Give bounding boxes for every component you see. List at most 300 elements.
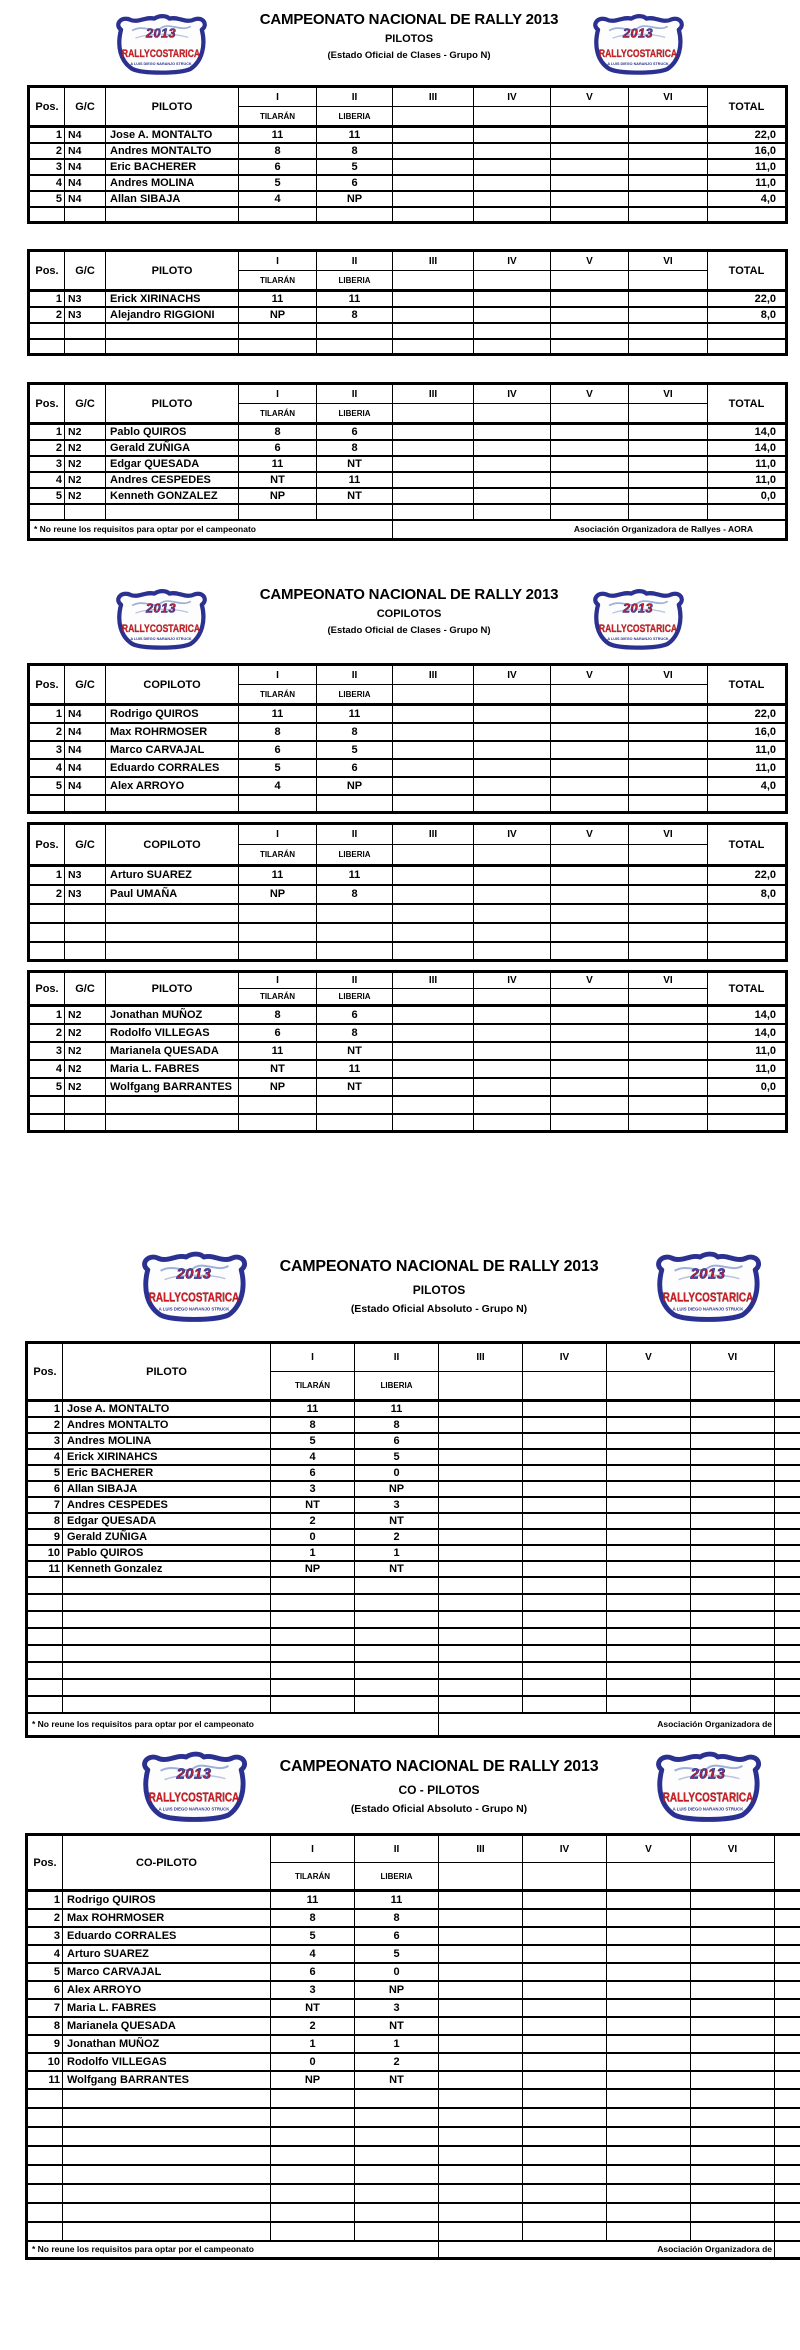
- score-cell: [474, 1024, 551, 1042]
- score-cell: [439, 2017, 523, 2035]
- score-cell: 2: [355, 2053, 439, 2071]
- score-cell: 8: [355, 1417, 439, 1433]
- footnote-left: * No reune los requisitos para optar por el campeonato: [29, 520, 393, 540]
- round-header: VI: [629, 87, 708, 107]
- empty-cell: [607, 1679, 691, 1696]
- empty-cell: [106, 339, 239, 355]
- score-cell: [607, 1449, 691, 1465]
- empty-cell: [63, 2108, 271, 2127]
- score-cell: [691, 1981, 775, 1999]
- venue-header: [691, 1372, 775, 1401]
- driver-name-cell: Allan SIBAJA: [106, 191, 239, 207]
- total-header: [775, 1835, 800, 1891]
- empty-cell: [607, 1611, 691, 1628]
- pos-cell: 3: [27, 1433, 63, 1449]
- footnote-spacer: [775, 1713, 800, 1737]
- score-cell: [607, 1401, 691, 1417]
- driver-name-cell: Arturo SUAREZ: [106, 866, 239, 885]
- empty-cell: [271, 1611, 355, 1628]
- venue-header: LIBERIA: [317, 404, 393, 424]
- score-cell: [439, 1945, 523, 1963]
- score-cell: [523, 1417, 607, 1433]
- empty-cell: [63, 2089, 271, 2108]
- empty-cell: [607, 1662, 691, 1679]
- result-row: [29, 1024, 787, 1042]
- empty-cell: [439, 1679, 523, 1696]
- score-cell: [607, 1481, 691, 1497]
- empty-cell: [106, 795, 239, 813]
- result-row: [27, 1465, 800, 1481]
- pos-cell: 1: [29, 866, 65, 885]
- pos-header: Pos.: [29, 251, 65, 291]
- total-cell: [775, 2053, 800, 2071]
- score-cell: [607, 2053, 691, 2071]
- pos-cell: 3: [27, 1927, 63, 1945]
- score-cell: 8: [239, 723, 317, 741]
- empty-cell: [393, 923, 474, 942]
- score-cell: NT: [355, 2017, 439, 2035]
- score-cell: 5: [239, 175, 317, 191]
- total-cell: [775, 1401, 800, 1417]
- score-cell: [523, 1433, 607, 1449]
- pos-header: Pos.: [27, 1835, 63, 1891]
- round-header: IV: [474, 87, 551, 107]
- empty-cell: [355, 1577, 439, 1594]
- empty-cell: [691, 2108, 775, 2127]
- driver-name-cell: Paul UMAÑA: [106, 885, 239, 904]
- round-header: VI: [629, 384, 708, 404]
- driver-name-cell: Gerald ZUÑIGA: [63, 1529, 271, 1545]
- empty-cell: [607, 2146, 691, 2165]
- score-cell: [474, 1006, 551, 1024]
- score-cell: [439, 1449, 523, 1465]
- result-row: [29, 472, 787, 488]
- empty-cell: [691, 1662, 775, 1679]
- score-cell: [607, 1545, 691, 1561]
- score-cell: [439, 2053, 523, 2071]
- result-row: [29, 159, 787, 175]
- empty-cell: [551, 904, 629, 923]
- score-cell: 3: [355, 1999, 439, 2017]
- score-cell: [551, 307, 629, 323]
- score-cell: [474, 440, 551, 456]
- score-cell: 8: [355, 1909, 439, 1927]
- venue-header: TILARÁN: [239, 989, 317, 1006]
- driver-name-cell: Pablo QUIROS: [106, 424, 239, 440]
- pos-header: Pos.: [29, 824, 65, 866]
- result-row: [27, 1999, 800, 2017]
- total-header: TOTAL: [708, 824, 787, 866]
- empty-cell: [523, 2146, 607, 2165]
- empty-cell: [355, 1696, 439, 1713]
- score-cell: 8: [317, 885, 393, 904]
- score-cell: [629, 175, 708, 191]
- empty-cell: [629, 923, 708, 942]
- total-cell: [775, 1963, 800, 1981]
- score-cell: [439, 2035, 523, 2053]
- empty-cell: [106, 1114, 239, 1132]
- empty-cell: [607, 1577, 691, 1594]
- total-cell: 11,0: [708, 472, 787, 488]
- score-cell: [551, 488, 629, 504]
- score-cell: NT: [271, 1497, 355, 1513]
- gc-header: G/C: [65, 384, 106, 424]
- standings-table: [27, 822, 788, 962]
- round-header: II: [317, 972, 393, 989]
- score-cell: [551, 472, 629, 488]
- round-header: III: [393, 384, 474, 404]
- driver-name-cell: Arturo SUAREZ: [63, 1945, 271, 1963]
- score-cell: [393, 1060, 474, 1078]
- gc-cell: N4: [65, 723, 106, 741]
- score-cell: [393, 307, 474, 323]
- score-cell: [629, 1078, 708, 1096]
- empty-cell: [607, 1696, 691, 1713]
- empty-cell: [355, 1594, 439, 1611]
- round-header: III: [393, 665, 474, 685]
- score-cell: [551, 741, 629, 759]
- score-cell: [523, 1999, 607, 2017]
- pos-cell: 10: [27, 2053, 63, 2071]
- score-cell: [551, 127, 629, 143]
- score-cell: 1: [355, 2035, 439, 2053]
- pos-cell: 5: [29, 1078, 65, 1096]
- standings-table: [25, 1833, 800, 2260]
- driver-name-cell: Rodrigo QUIROS: [106, 705, 239, 723]
- empty-cell: [106, 323, 239, 339]
- gc-cell: N2: [65, 1024, 106, 1042]
- score-cell: [551, 777, 629, 795]
- total-cell: [775, 1481, 800, 1497]
- venue-header: [551, 685, 629, 705]
- gc-cell: N4: [65, 191, 106, 207]
- venue-header: [474, 845, 551, 866]
- score-cell: [474, 866, 551, 885]
- pos-cell: 2: [27, 1417, 63, 1433]
- venue-header: [393, 107, 474, 127]
- championship-title: CAMPEONATO NACIONAL DE RALLY 2013: [259, 11, 559, 28]
- driver-name-cell: Marianela QUESADA: [106, 1042, 239, 1060]
- table-header: [29, 384, 787, 424]
- empty-cell: [29, 942, 65, 961]
- empty-cell: [29, 923, 65, 942]
- empty-row: [29, 795, 787, 813]
- empty-row: [29, 1096, 787, 1114]
- empty-row: [27, 1611, 800, 1628]
- empty-cell: [523, 1611, 607, 1628]
- result-row: [27, 1981, 800, 1999]
- score-cell: [629, 456, 708, 472]
- result-row: [29, 127, 787, 143]
- score-cell: [607, 2035, 691, 2053]
- empty-cell: [27, 2165, 63, 2184]
- score-cell: 5: [271, 1927, 355, 1945]
- score-cell: NP: [317, 191, 393, 207]
- score-cell: [629, 866, 708, 885]
- score-cell: [393, 488, 474, 504]
- score-cell: [393, 1078, 474, 1096]
- score-cell: [629, 143, 708, 159]
- venue-header: [629, 107, 708, 127]
- total-cell: [775, 1981, 800, 1999]
- score-cell: [439, 1401, 523, 1417]
- round-header: II: [317, 384, 393, 404]
- pos-cell: 9: [27, 1529, 63, 1545]
- section-subtitle: CO - PILOTOS: [398, 1783, 480, 1797]
- driver-name-cell: Max ROHRMOSER: [106, 723, 239, 741]
- score-cell: [607, 1963, 691, 1981]
- result-row: [27, 1481, 800, 1497]
- empty-cell: [317, 795, 393, 813]
- score-cell: [607, 1909, 691, 1927]
- pos-cell: 2: [29, 885, 65, 904]
- round-header: I: [239, 665, 317, 685]
- empty-cell: [708, 323, 787, 339]
- score-cell: 1: [355, 1545, 439, 1561]
- empty-cell: [474, 1114, 551, 1132]
- result-row: [29, 488, 787, 504]
- score-cell: NP: [239, 307, 317, 323]
- empty-cell: [271, 1628, 355, 1645]
- empty-cell: [691, 1577, 775, 1594]
- score-cell: [393, 741, 474, 759]
- empty-cell: [65, 923, 106, 942]
- round-header: VI: [629, 665, 708, 685]
- score-cell: [551, 191, 629, 207]
- empty-cell: [691, 1594, 775, 1611]
- score-cell: NT: [355, 1561, 439, 1577]
- driver-name-cell: Maria L. FABRES: [106, 1060, 239, 1078]
- empty-cell: [271, 2165, 355, 2184]
- score-cell: [523, 1963, 607, 1981]
- venue-header: LIBERIA: [317, 845, 393, 866]
- score-cell: 3: [271, 1481, 355, 1497]
- round-header: IV: [474, 824, 551, 845]
- empty-cell: [775, 1645, 800, 1662]
- empty-cell: [775, 1577, 800, 1594]
- empty-cell: [355, 2127, 439, 2146]
- score-cell: [607, 1561, 691, 1577]
- total-cell: [775, 1433, 800, 1449]
- standings-table: [27, 970, 788, 1133]
- score-cell: [691, 1513, 775, 1529]
- round-header: VI: [629, 972, 708, 989]
- score-cell: 8: [317, 723, 393, 741]
- total-cell: 11,0: [708, 741, 787, 759]
- section-note: (Estado Oficial de Clases - Grupo N): [327, 50, 491, 61]
- score-cell: NP: [355, 1481, 439, 1497]
- empty-cell: [29, 323, 65, 339]
- empty-row: [27, 2127, 800, 2146]
- score-cell: [393, 759, 474, 777]
- empty-cell: [474, 323, 551, 339]
- empty-cell: [523, 2165, 607, 2184]
- score-cell: [474, 1042, 551, 1060]
- empty-cell: [775, 2165, 800, 2184]
- score-cell: [629, 1042, 708, 1060]
- empty-cell: [551, 1114, 629, 1132]
- total-cell: [775, 1497, 800, 1513]
- empty-cell: [106, 207, 239, 223]
- section-copilotos-clases: [0, 575, 800, 1133]
- total-header: TOTAL: [708, 87, 787, 127]
- result-row: [29, 175, 787, 191]
- score-cell: NT: [317, 1042, 393, 1060]
- score-cell: 11: [239, 127, 317, 143]
- empty-cell: [775, 1696, 800, 1713]
- section-pilotos-clases: [0, 0, 800, 541]
- score-cell: [523, 2053, 607, 2071]
- score-cell: [474, 1060, 551, 1078]
- score-cell: 8: [317, 143, 393, 159]
- empty-cell: [63, 1645, 271, 1662]
- total-cell: 11,0: [708, 759, 787, 777]
- total-cell: 8,0: [708, 885, 787, 904]
- round-header: V: [551, 87, 629, 107]
- score-cell: [474, 159, 551, 175]
- score-cell: [551, 723, 629, 741]
- venue-header: [607, 1863, 691, 1891]
- empty-cell: [239, 795, 317, 813]
- driver-name-cell: Rodolfo VILLEGAS: [63, 2053, 271, 2071]
- venue-header: [393, 845, 474, 866]
- empty-row: [29, 1114, 787, 1132]
- empty-cell: [239, 1114, 317, 1132]
- gc-cell: N4: [65, 705, 106, 723]
- total-cell: [775, 2017, 800, 2035]
- score-cell: [629, 1060, 708, 1078]
- score-cell: [439, 1963, 523, 1981]
- round-header: V: [551, 665, 629, 685]
- empty-row: [27, 1645, 800, 1662]
- score-cell: NP: [239, 488, 317, 504]
- empty-cell: [607, 2203, 691, 2222]
- gc-cell: N2: [65, 440, 106, 456]
- table-absoluto-copilotos: [25, 1833, 800, 2260]
- round-header: V: [607, 1835, 691, 1863]
- score-cell: [551, 143, 629, 159]
- total-cell: [775, 1945, 800, 1963]
- driver-name-cell: Andres MONTALTO: [106, 143, 239, 159]
- driver-name-cell: Andres MOLINA: [63, 1433, 271, 1449]
- empty-cell: [63, 2146, 271, 2165]
- empty-cell: [708, 942, 787, 961]
- score-cell: 11: [239, 705, 317, 723]
- result-row: [27, 2017, 800, 2035]
- empty-cell: [355, 2146, 439, 2165]
- empty-cell: [393, 504, 474, 520]
- round-header: III: [393, 972, 474, 989]
- empty-cell: [393, 1114, 474, 1132]
- empty-cell: [271, 1696, 355, 1713]
- round-header: I: [239, 384, 317, 404]
- empty-cell: [691, 2203, 775, 2222]
- score-cell: [393, 1006, 474, 1024]
- score-cell: [439, 1561, 523, 1577]
- empty-cell: [29, 504, 65, 520]
- round-header: IV: [474, 665, 551, 685]
- total-cell: [775, 1999, 800, 2017]
- empty-row: [27, 2146, 800, 2165]
- gc-cell: N4: [65, 777, 106, 795]
- driver-name-cell: Wolfgang BARRANTES: [63, 2071, 271, 2089]
- score-cell: [393, 191, 474, 207]
- score-cell: 5: [355, 1945, 439, 1963]
- score-cell: 8: [317, 307, 393, 323]
- empty-cell: [27, 1679, 63, 1696]
- total-header: [775, 1343, 800, 1401]
- empty-cell: [474, 504, 551, 520]
- result-row: [29, 759, 787, 777]
- score-cell: 2: [271, 1513, 355, 1529]
- empty-cell: [239, 504, 317, 520]
- rallycostarica-logo: [110, 11, 212, 79]
- rallycostarica-logo: [110, 586, 212, 654]
- pos-cell: 1: [29, 1006, 65, 1024]
- section-subtitle: COPILOTOS: [376, 608, 442, 620]
- score-cell: 8: [271, 1909, 355, 1927]
- score-cell: [474, 143, 551, 159]
- empty-cell: [474, 904, 551, 923]
- empty-cell: [629, 323, 708, 339]
- score-cell: [629, 885, 708, 904]
- score-cell: [474, 885, 551, 904]
- empty-cell: [393, 904, 474, 923]
- empty-cell: [775, 1628, 800, 1645]
- rallycostarica-logo: [587, 586, 689, 654]
- empty-cell: [551, 504, 629, 520]
- total-cell: 11,0: [708, 456, 787, 472]
- empty-row: [27, 1696, 800, 1713]
- venue-header: [474, 107, 551, 127]
- footnote-row: [29, 520, 787, 540]
- gc-header: G/C: [65, 251, 106, 291]
- round-header: II: [317, 251, 393, 271]
- empty-cell: [439, 2222, 523, 2241]
- gc-cell: N4: [65, 127, 106, 143]
- score-cell: [691, 2035, 775, 2053]
- result-row: [29, 307, 787, 323]
- empty-cell: [239, 942, 317, 961]
- section-note: (Estado Oficial Absoluto - Grupo N): [350, 1803, 528, 1815]
- standings-table: [27, 249, 788, 356]
- empty-cell: [106, 1096, 239, 1114]
- empty-cell: [239, 1096, 317, 1114]
- venue-header: [523, 1863, 607, 1891]
- score-cell: [629, 127, 708, 143]
- empty-cell: [271, 2127, 355, 2146]
- empty-cell: [63, 1594, 271, 1611]
- score-cell: NT: [317, 488, 393, 504]
- venue-header: TILARÁN: [271, 1372, 355, 1401]
- venue-header: [393, 989, 474, 1006]
- empty-cell: [691, 1611, 775, 1628]
- gc-cell: N2: [65, 456, 106, 472]
- score-cell: [629, 472, 708, 488]
- pos-cell: 4: [29, 175, 65, 191]
- empty-cell: [63, 2203, 271, 2222]
- result-row: [27, 1529, 800, 1545]
- score-cell: [474, 759, 551, 777]
- round-header: IV: [474, 384, 551, 404]
- score-cell: [439, 2071, 523, 2089]
- empty-cell: [551, 207, 629, 223]
- score-cell: [629, 488, 708, 504]
- championship-title: CAMPEONATO NACIONAL DE RALLY 2013: [279, 1758, 599, 1775]
- score-cell: [607, 1981, 691, 1999]
- score-cell: [691, 1433, 775, 1449]
- pos-cell: 4: [29, 759, 65, 777]
